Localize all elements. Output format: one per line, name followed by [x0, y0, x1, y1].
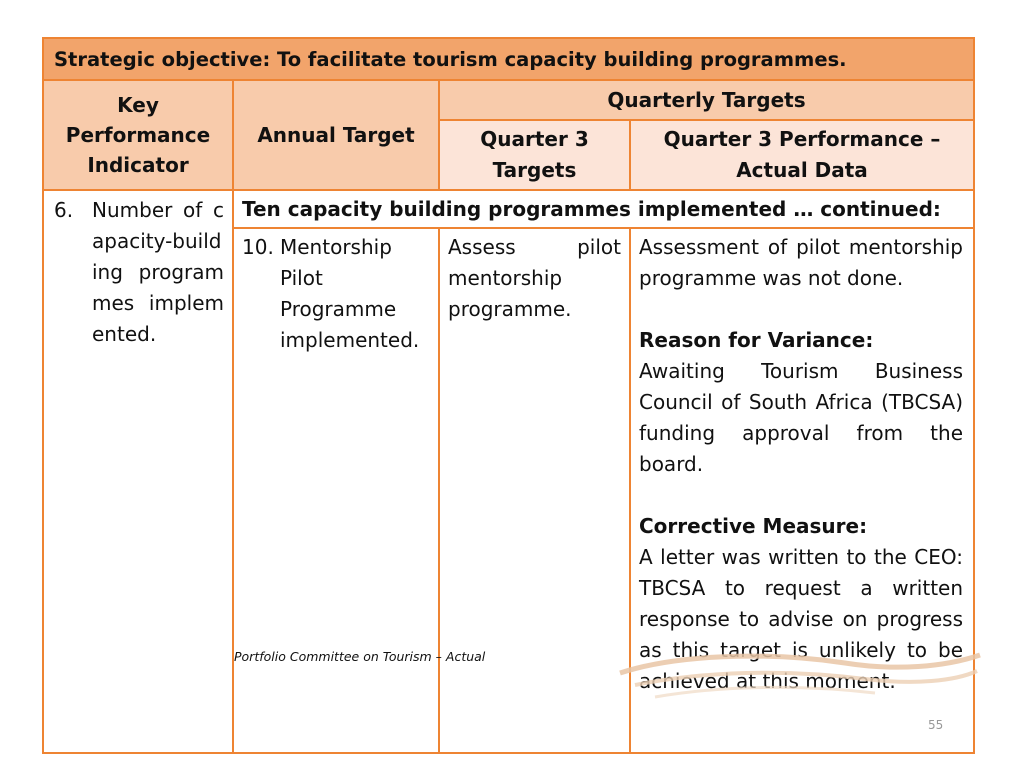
kpi-text: Number of capacity-building programmes implemented.	[92, 198, 224, 346]
annual-target-number: 10.	[242, 235, 274, 259]
header-q3-targets: Quarter 3 Targets	[439, 120, 630, 190]
annual-target-text: Mentorship Pilot Programme implemented.	[280, 235, 420, 352]
page-number: 55	[928, 718, 944, 732]
variance-label: Reason for Variance:	[639, 328, 874, 352]
header-quarterly-targets: Quarterly Targets	[439, 80, 974, 120]
q3-target-text: Assess pilot mentorship programme.	[448, 235, 621, 321]
footer-note: Portfolio Committee on Tourism – Actual	[234, 649, 486, 664]
corrective-text: A letter was written to the CEO: TBCSA to request a written response to advise on progress as this target is unlikely to be achieved at this moment.	[639, 545, 964, 693]
variance-text: Awaiting Tourism Business Council of South Africa (TBCSA) funding approval from the board.	[639, 359, 964, 476]
header-kpi: Key Performance Indicator	[43, 80, 233, 190]
kpi-number: 6.	[54, 198, 74, 222]
logo-swoosh-watermark	[615, 645, 985, 705]
kpi-cell	[43, 190, 233, 753]
strategic-objective: Strategic objective: To facilitate tourism capacity building programmes.	[43, 38, 974, 80]
header-q3-performance: Quarter 3 Performance – Actual Data	[630, 120, 974, 190]
annual-target-cell	[233, 228, 439, 753]
group-title: Ten capacity building programmes implemented … continued:	[233, 190, 974, 228]
corrective-label: Corrective Measure:	[639, 514, 868, 538]
header-annual-target: Annual Target	[233, 80, 439, 190]
performance-actual: Assessment of pilot mentorship programme was not done.	[639, 235, 964, 290]
q3-target-cell	[439, 228, 630, 753]
